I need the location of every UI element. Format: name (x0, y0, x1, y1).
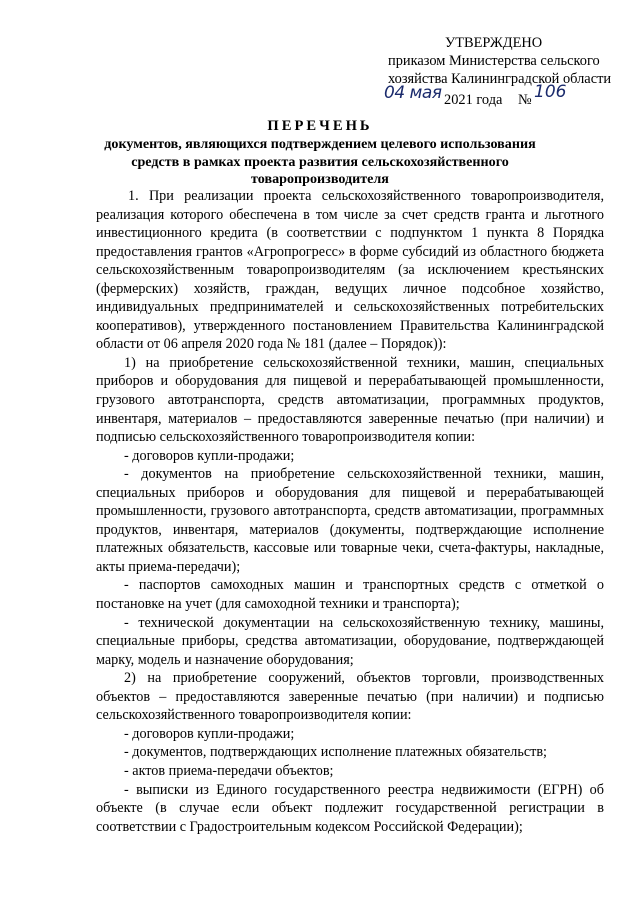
paragraph-item-2: 2) на приобретение сооружений, объектов торговли, производственных объектов – предоставляются заверенные печатью (при наличии) и подписью сельскохозяйственного товаропроизводителя копии: (96, 670, 604, 724)
paragraph-item-1: 1) на приобретение сельскохозяйственной техники, машин, специальных приборов и оборудования для пищевой и перерабатывающей промышленности, грузового автотранспорта, средств автоматизации, программных продуктов, инвентаря, материалов – предоставляются заверенные печатью (при наличии) и подписью сельскохозяйственного товаропроизводителя копии: (96, 354, 604, 446)
paragraph-intro: 1. При реализации проекта сельскохозяйственного товаропроизводителя, реализация которого обеспечена в том числе за счет средств гранта и льготного инвестиционного кредита (в соответствии с подпунктом 1 пункта 8 Порядка предоставления грантов «Агропрогресс» в форме субсидий из областного бюджета сельскохозяйственным товаропроизводителям (за исключением крестьянских (фермерских) хозяйств, граждан, ведущих личное подсобное хозяйство, индивидуальных предпринимателей и сельскохозяйственных потребительских кооперативов), утвержденного постановлением Правительства Калининградской области от 06 апреля 2020 года № 181 (далее – Порядок)): (96, 188, 604, 353)
approval-year: 2021 года (444, 92, 503, 108)
approval-stamp (384, 34, 628, 111)
list-item: - договоров купли-продажи; (124, 447, 295, 464)
list-item: - документов, подтверждающих исполнение платежных обязательств; (124, 744, 547, 761)
document-body (96, 187, 604, 836)
approval-order-line: приказом Министерства сельского (388, 53, 600, 69)
list-item: - технической документации на сельскохозяйственную технику, машины, специальные приборы, средства автоматизации, оборудование, подтверждающей марку, модель и назначение оборудования; (96, 614, 604, 668)
list-item: - паспортов самоходных машин и транспортных средств с отметкой о постановке на учет (для самоходной техники и транспорта); (96, 577, 604, 613)
list-item: - выписки из Единого государственного реестра недвижимости (ЕГРН) об объекте (в случае если объект подлежит государственной регистрации в соответствии с Градостроительным кодексом Российской Федерации); (96, 781, 604, 835)
handwritten-date: 04 мая (384, 83, 442, 103)
document-title: ПЕРЕЧЕНЬ (267, 118, 373, 134)
handwritten-order-number: 106 (534, 82, 567, 102)
list-item: - актов приема-передачи объектов; (124, 762, 334, 779)
list-item: - документов на приобретение сельскохозяйственной техники, машин, специальных приборов и оборудования для пищевой и перерабатывающей промышленности, грузового автотранспорта, средств автоматизации, программных продуктов, инвентаря, материалов (документы, подтверждающие исполнение платежных обязательств, кассовые или товарные чеки, счета-фактуры, накладные, акты приема-передачи); (96, 466, 604, 575)
number-sign: № (518, 92, 532, 108)
approval-heading: УТВЕРЖДЕНО (445, 35, 543, 51)
approval-ministry-line: хозяйства Калининградской области (388, 71, 612, 87)
approval-date-line (384, 82, 628, 111)
list-item: - договоров купли-продажи; (124, 725, 295, 742)
document-subtitle: документов, являющихся подтверждением целевого использования средств в рамках проекта развития сельскохозяйственного товаропроизводителя (104, 136, 536, 187)
